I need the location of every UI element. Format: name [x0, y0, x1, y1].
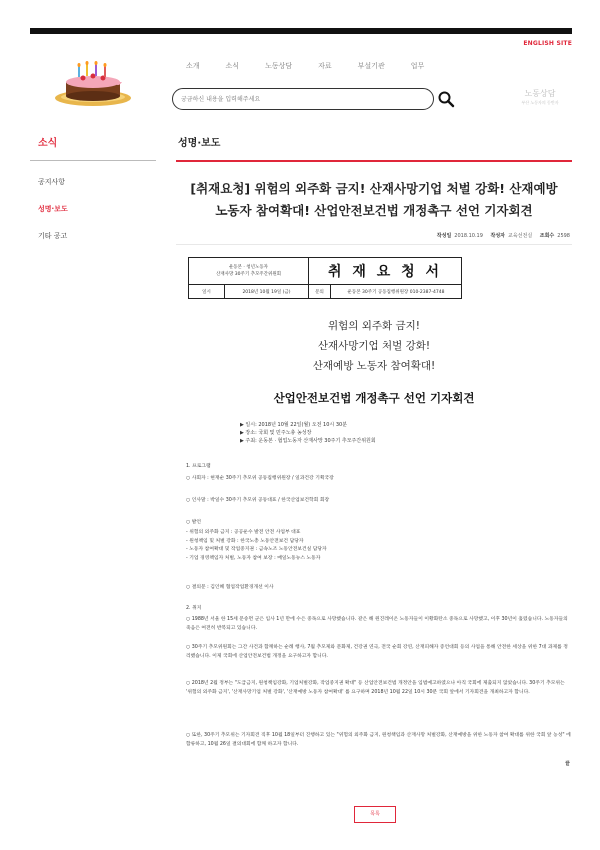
writer-label: 작성자: [490, 233, 506, 239]
body-paragraph: ○ 또한, 30주기 추모위는 기자회견 직후 10월 18일부터 진행하고 있는 "위험의 외주화 금지, 원청책임과 산재사망 처벌강화, 산재예방을 위한 노동자 참여 확대를 위한 국회 앞 농성" 에 합류하고, 10월 26일 결의대회에 함께 하고자 합니다.: [186, 733, 571, 747]
headline-line: 위험의 외주화 금지!: [327, 320, 421, 332]
consult-logo-subtitle: 부산 노동자의 동반자: [521, 100, 559, 105]
body-paragraph: ○ 인사말 : 박일수 30주기 추모위 공동대표 / 한국산업보건학회 회장: [186, 498, 330, 503]
organizer-cell: [189, 258, 309, 285]
consult-logo-title: 노동상담: [524, 89, 556, 98]
post-date: 2018.10.19: [454, 233, 483, 239]
event-host: ▶ 주최: 운동본 · 협업노동자 산재사망 30주기 추모주간위원회: [240, 438, 376, 444]
date-label: 작성일: [436, 233, 452, 239]
list-item: - 위험의 외주화 금지 : 공공운수 발전 안전 사업부 대표: [186, 530, 301, 535]
article-title-line: [취재요청] 위험의 외주화 금지! 산재사망기업 처벌 강화! 산재예방: [190, 181, 558, 196]
body-paragraph: ○ 결의문 : 김인혜 협업작업환경개선 이사: [186, 585, 274, 590]
headline-line: 산재예방 노동자 참여확대!: [312, 360, 436, 372]
sidebar-title: 소식: [38, 138, 58, 149]
search-input[interactable]: [181, 94, 411, 104]
event-place: ▶ 장소: 국회 및 민주노총 농성장: [240, 430, 312, 436]
nav-item-work[interactable]: 업무: [410, 62, 425, 70]
nav-item-intro[interactable]: 소개: [186, 62, 200, 70]
article-meta: [431, 232, 570, 239]
sidebar-menu: [38, 177, 68, 258]
body-paragraph: ○ 1988년 서울 한 15세 문송면 군은 입사 1년 만에 수은 중독으로 사망했습니다. 같은 해 원진레이온 노동자들이 이황화탄소 중독으로 사망했고, 이후 30년이 흘렀습니다. 노동자들의 죽음은 여전히 반복되고 있습니다.: [186, 617, 568, 631]
section-heading: 1. 프로그램: [186, 464, 211, 469]
main-nav: [186, 61, 450, 71]
page-title: 성명·보도: [178, 138, 221, 149]
title-underline: [176, 160, 572, 162]
post-writer: 교육선전실: [508, 233, 533, 239]
english-site-link[interactable]: ENGLISH SITE: [523, 40, 572, 47]
list-button[interactable]: 목록: [354, 806, 396, 823]
nav-item-news[interactable]: 소식: [225, 62, 240, 70]
site-logo[interactable]: [48, 60, 138, 110]
views-label: 조회수: [539, 233, 555, 239]
nav-item-consult[interactable]: 노동상담: [265, 62, 293, 70]
list-item: - 노동자 참여확대 및 작업중지권 : 금속노조 노동안전보건실 담당자: [186, 547, 327, 552]
speaker-list: [186, 529, 572, 563]
consult-logo[interactable]: [518, 88, 562, 106]
sidebar-item-notices[interactable]: 공지사항: [38, 178, 66, 186]
body-paragraph: ○ 사회자 : 현재순 30주기 추모위 공동집행위원장 / 일과건강 기획국장: [186, 476, 334, 481]
press-request-table: [188, 257, 462, 299]
event-time: ▶ 일시: 2018년 10월 22일(월) 오전 10시 30분: [240, 422, 348, 428]
organizer-line: 산재사망 30주기 추모주간위원회: [215, 272, 282, 277]
article-title: [178, 178, 570, 222]
date-value-cell: 2018년 10월 19일 (금): [225, 285, 309, 299]
contact-value-cell: 운동본 30주기 공동집행위원장 010-2387-4748: [331, 285, 462, 299]
end-mark: 끝: [565, 761, 570, 767]
search-icon[interactable]: [437, 90, 455, 108]
date-label-cell: 일시: [189, 285, 225, 299]
sidebar-item-other-notices[interactable]: 기타 공고: [38, 232, 68, 240]
search-box: [172, 88, 434, 110]
list-item: - 기업 경영책임자 처벌, 노동자 참여 보장 : 매일노동뉴스 노동자: [186, 555, 321, 561]
body-paragraph: ○ 30주기 추모위원회는 그간 사건과 함께하는 순례 행사, 7월 추모제와 문화제, 건강권 연극, 전국 순회 강연, 산재피해자 증언대회 등의 사업을 통해 안전한 세상을 위한 7대 과제를 정리했습니다. 이제 국회에 산업안전보건법 개정을 요구하고자 합니다.: [186, 645, 568, 659]
list-item: - 원청책임 및 처벌 강화 : 한국노총 노동안전보건 담당자: [186, 538, 304, 544]
body-paragraph: ○ 발언: [186, 520, 201, 525]
press-conference-title: 산업안전보건법 개정촉구 선언 기자회견: [273, 391, 475, 405]
body-paragraph: ○ 2018년 2월 정부는 "도급금지, 원청책임강화, 기업처벌강화, 작업중지권 확대" 등 산업안전보건법 개정안을 입법예고하였으나 아직 국회에 제출되지 않았습니다. 30주기 추모위는 '위험의 외주화 금지', '산재사망기업 처벌 강화', '산재예방 노동자 참여확대' 를 요구하며 2018년 10월 22일 10시 30분 국회 앞에서 기자회견을 개최하고자 합니다.: [186, 681, 565, 695]
event-info: [240, 421, 376, 445]
section-heading: 2. 취지: [186, 606, 202, 611]
nav-item-resources[interactable]: 자료: [318, 62, 332, 70]
view-count: 2598: [557, 233, 570, 239]
meta-divider: [176, 244, 572, 245]
sidebar-item-statements[interactable]: 성명·보도: [38, 205, 68, 213]
sidebar-divider: [30, 160, 156, 161]
press-request-title: 취 재 요 청 서: [309, 258, 462, 285]
organizer-line: 운동본 · 청년노동자: [228, 265, 269, 270]
top-bar: [30, 28, 572, 34]
nav-item-affiliates[interactable]: 부설기관: [357, 62, 385, 70]
headline-line: 산재사망기업 처벌 강화!: [317, 340, 431, 352]
contact-label-cell: 문의: [309, 285, 331, 299]
article-title-line: 노동자 참여확대! 산업안전보건법 개정촉구 선언 기자회견: [215, 203, 533, 218]
